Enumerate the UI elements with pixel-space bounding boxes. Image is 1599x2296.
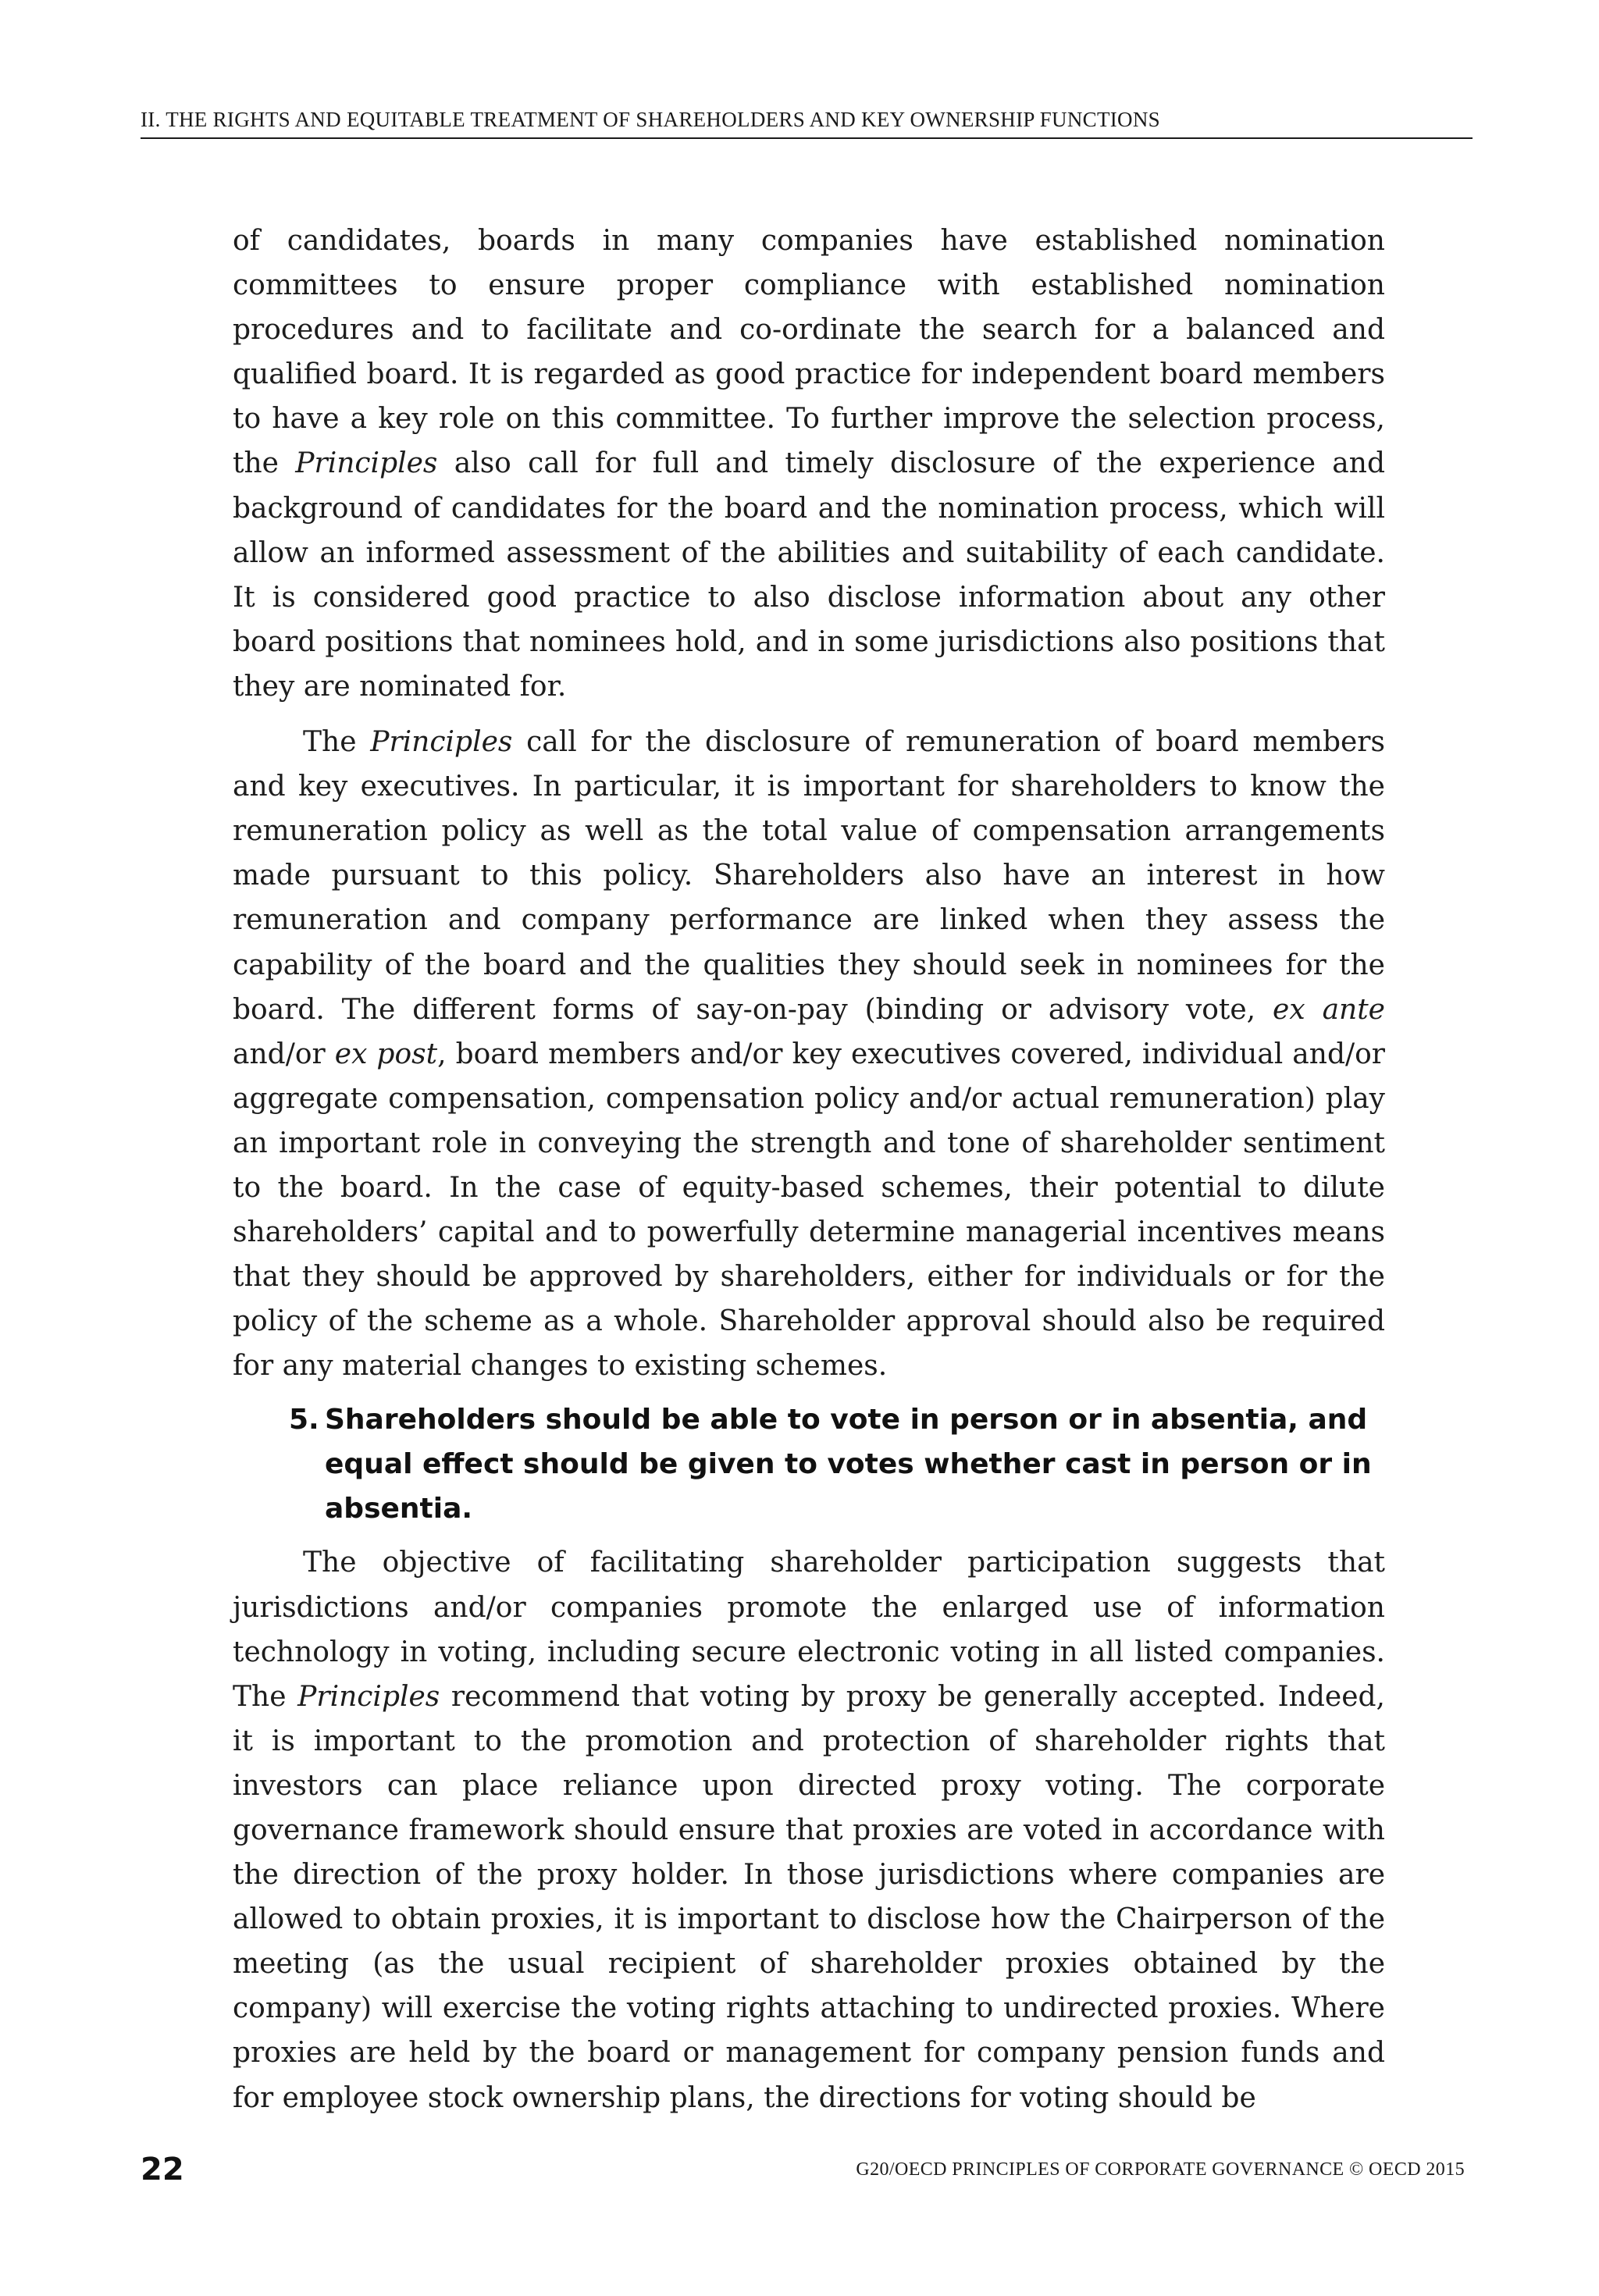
text-run: recommend that voting by proxy be generally accepted. Indeed, it is important to the promotion and protection of shareholder rights that investors can place reliance upon directed proxy voting. The corporate governance framework should ensure that proxies are voted in accordance with the direction of the proxy holder. In those jurisdictions where companies are allowed to obtain proxies, it is important to disclose how the Chairperson of the meeting (as the usual recipient of shareholder proxies obtained by the company) will exercise the voting rights attaching to undirected proxies. Where proxies are held by the board or management for company pension funds and for employee stock ownership plans, the directions for voting should be <box>233 1680 1386 2114</box>
text-run: The objective of facilitating shareholder participation suggests that jurisdictions and/or companies promote the enlarged use of information technology in voting, including secure electronic voting in all listed companies. The <box>233 1547 1385 1713</box>
text-run: call for the disclosure of remuneration of board members and key executives. In particular, it is important for shareholders to know the remuneration policy as well as the total value of compensation arrangements made pursuant to this policy. Shareholders also have an interest in how remuneration and company performance are linked when they assess the capability of the board and the qualities they should seek in nominees for the board. The different forms of say-on-pay (binding or advisory vote, <box>233 726 1385 1026</box>
footer-publication: G20/OECD PRINCIPLES OF CORPORATE GOVERNANCE © OECD 2015 <box>856 2159 1465 2180</box>
paragraph-remuneration <box>233 720 1385 1388</box>
header-rule <box>141 137 1473 139</box>
italic-principles: Principles <box>297 1680 440 1713</box>
running-header: II. THE RIGHTS AND EQUITABLE TREATMENT OF SHAREHOLDERS AND KEY OWNERSHIP FUNCTIONS <box>141 108 1160 131</box>
heading-text: Shareholders should be able to vote in person or in absentia, and equal effect should be given to votes whether cast in person or in absentia. <box>325 1404 1372 1525</box>
italic-ex-ante: ex ante <box>1273 993 1385 1026</box>
text-run: of candidates, boards in many companies have established nomination committees to ensure proper compliance with established nomination procedures and to facilitate and co-ordinate the search for a balanced and qualified board. It is regarded as good practice for independent board members to have a key role on this committee. To further improve the selection process, the <box>233 225 1385 480</box>
italic-principles: Principles <box>295 447 438 480</box>
italic-principles: Principles <box>370 726 513 759</box>
paragraph-nomination-committees <box>233 219 1385 709</box>
paragraph-proxy-voting <box>233 1540 1385 2120</box>
italic-ex-post: ex post <box>334 1038 438 1070</box>
text-run: The <box>303 726 371 759</box>
text-run: also call for full and timely disclosure of the experience and background of candidates for the board and the nomination process, which will allow an informed assessment of the abilities and suitability of each candidate. It is considered good practice to also disclose information about any other board positions that nominees hold, and in some jurisdictions also positions that they are nominated for. <box>233 447 1385 703</box>
section-heading-5 <box>233 1397 1385 1531</box>
heading-number: 5. <box>289 1404 319 1436</box>
text-run: , board members and/or key executives covered, individual and/or aggregate compensation, compensation policy and/or actual remuneration) play an important role in conveying the strength and tone of shareholder sentiment to the board. In the case of equity-based schemes, their potential to dilute shareholders’ capital and to powerfully determine managerial incentives means that they should be approved by shareholders, either for individuals or for the policy of the scheme as a whole. Shareholder approval should also be required for any material changes to existing schemes. <box>233 1038 1386 1383</box>
body-text <box>233 219 1385 2120</box>
page-number: 22 <box>141 2152 184 2187</box>
text-run: and/or <box>233 1038 335 1070</box>
